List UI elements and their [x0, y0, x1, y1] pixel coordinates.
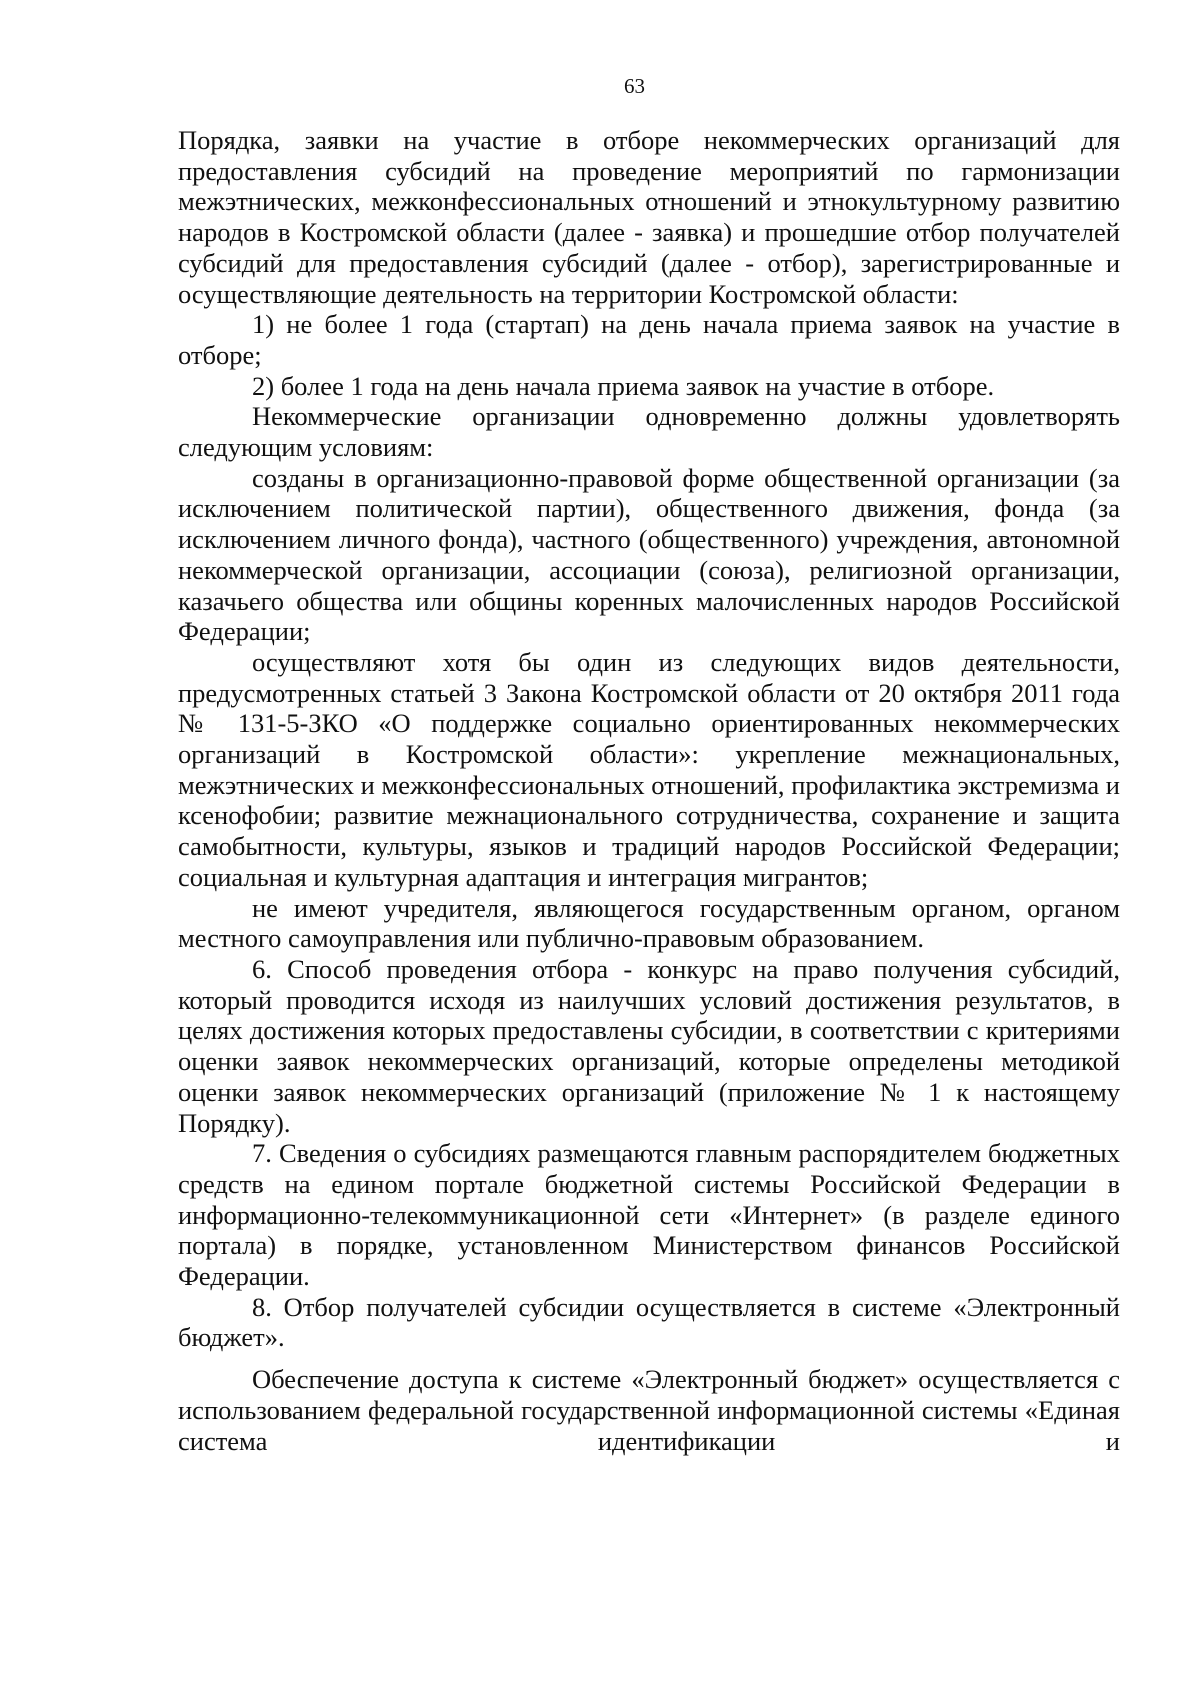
paragraph: 6. Способ проведения отбора - конкурс на право получения субсидий, который проводится исходя из наилучших условий достижения результатов, в целях достижения которых предоставлены субсидии, в соответствии с критериями оценки заявок некоммерческих организаций, которые определены методикой оценки заявок некоммерческих организаций (приложение № 1 к настоящему Порядку).	[178, 953, 1120, 1138]
paragraph: Обеспечение доступа к системе «Электронный бюджет» осуществляется с использованием федеральной государственной информационной системы «Единая система идентификации и	[178, 1364, 1120, 1456]
paragraph: 7. Сведения о субсидиях размещаются главным распорядителем бюджетных средств на едином портале бюджетной системы Российской Федерации в информационно-телекоммуникационной сети «Интернет» (в разделе единого портала) в порядке, установленном Министерством финансов Российской Федерации.	[178, 1138, 1120, 1292]
paragraph: 2) более 1 года на день начала приема заявок на участие в отборе.	[252, 370, 995, 401]
paragraph: не имеют учредителя, являющегося государственным органом, органом местного самоуправления или публично-правовым образованием.	[178, 892, 1120, 954]
paragraph: Некоммерческие организации одновременно должны удовлетворять следующим условиям:	[178, 401, 1120, 463]
paragraph: Порядка, заявки на участие в отборе некоммерческих организаций для предоставления субсидий на проведение мероприятий по гармонизации межэтнических, межконфессиональных отношений и этнокультурному развитию народов в Костромской области (далее - заявка) и прошедшие отбор получателей субсидий для предоставления субсидий (далее - отбор), зарегистрированные и осуществляющие деятельность на территории Костромской области:	[178, 125, 1120, 309]
paragraph: созданы в организационно-правовой форме общественной организации (за исключением политической партии), общественного движения, фонда (за исключением личного фонда), частного (общественного) учреждения, автономной некоммерческой организации, ассоциации (союза), религиозной организации, казачьего общества или общины коренных малочисленных народов Российской Федерации;	[178, 462, 1120, 647]
paragraph: 8. Отбор получателей субсидии осуществляется в системе «Электронный бюджет».	[178, 1291, 1120, 1353]
page-number: 63	[624, 74, 645, 98]
body-text	[178, 125, 1120, 1456]
paragraph: осуществляют хотя бы один из следующих видов деятельности, предусмотренных статьей 3 Закона Костромской области от 20 октября 2011 года № 131-5-ЗКО «О поддержке социально ориентированных некоммерческих организаций в Костромской области»: укрепление межнациональных, межэтнических и межконфессиональных отношений, профилактика экстремизма и ксенофобии; развитие межнационального сотрудничества, сохранение и защита самобытности, культуры, языков и традиций народов Российской Федерации; социальная и культурная адаптация и интеграция мигрантов;	[178, 646, 1120, 892]
paragraph: 1) не более 1 года (стартап) на день начала приема заявок на участие в отборе;	[178, 309, 1120, 370]
